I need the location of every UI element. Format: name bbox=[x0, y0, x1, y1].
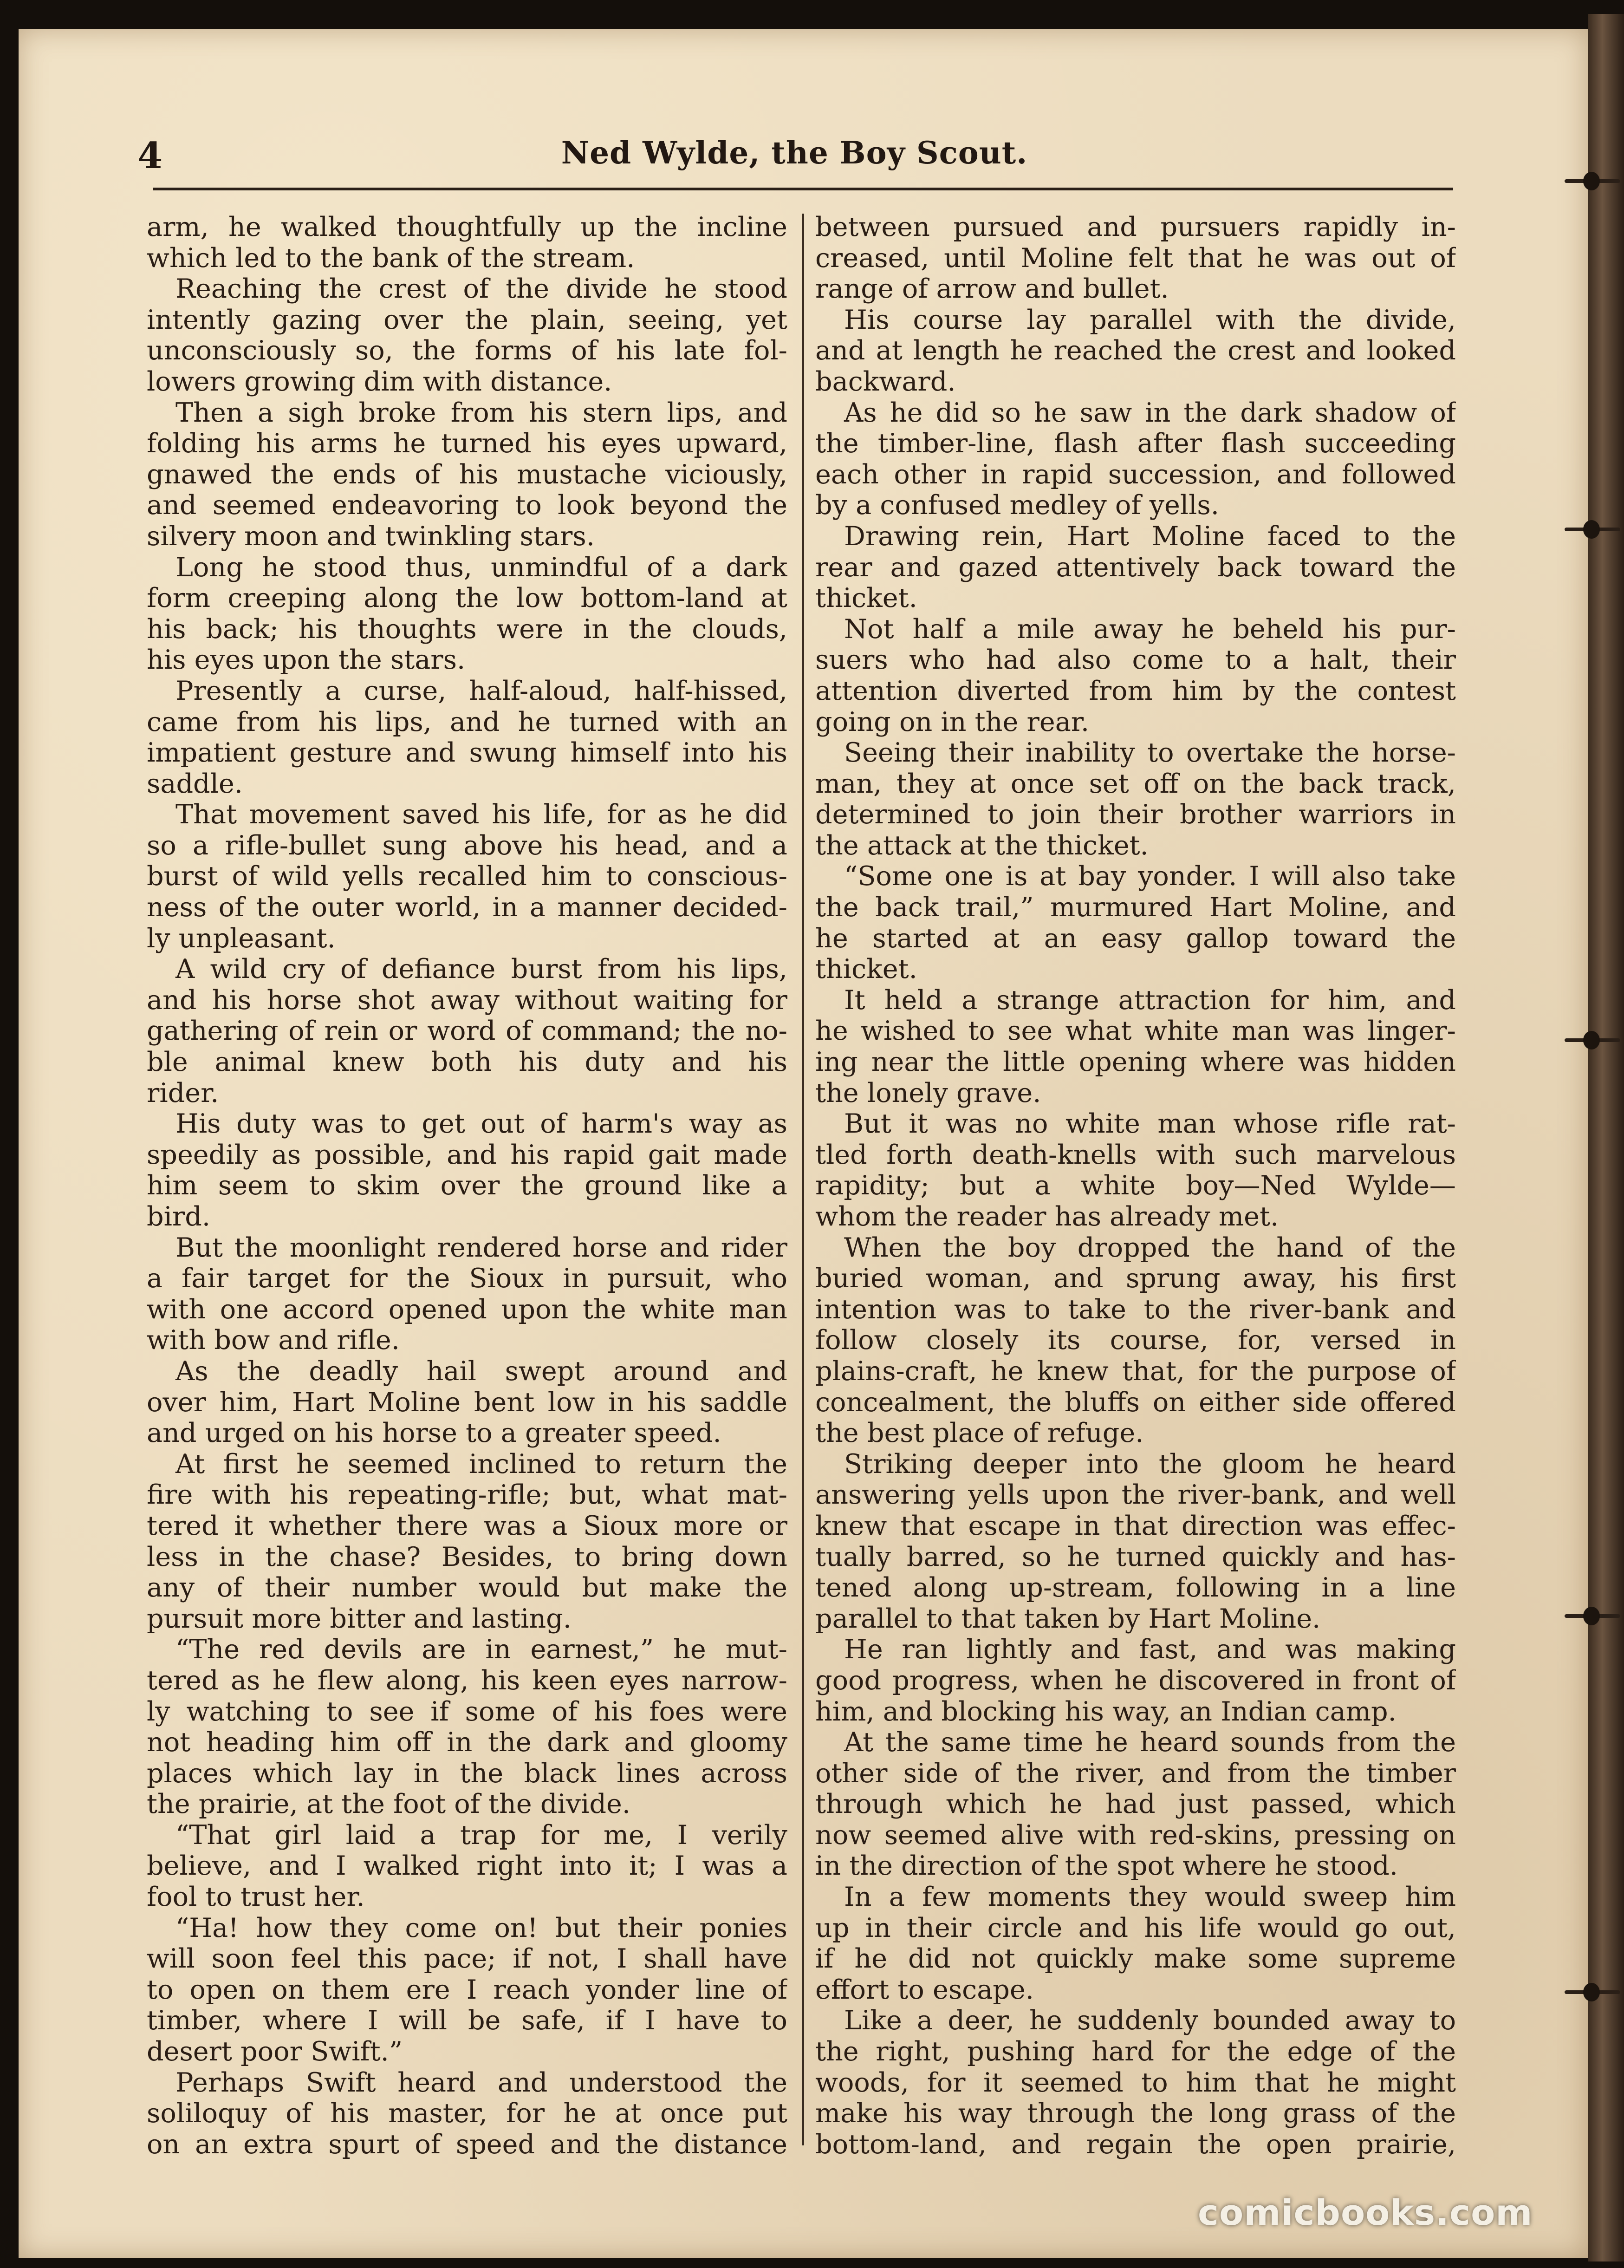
staple-icon bbox=[1565, 172, 1620, 190]
text-line: plains-craft, he knew that, for the purpose of bbox=[815, 1356, 1456, 1387]
staple-icon bbox=[1565, 1607, 1620, 1625]
text-line: not heading him off in the dark and gloomy bbox=[147, 1727, 787, 1758]
text-line: going on in the rear. bbox=[815, 706, 1090, 737]
text-line: tually barred, so he turned quickly and has- bbox=[815, 1541, 1456, 1572]
header-rule bbox=[153, 188, 1453, 190]
binding-edge bbox=[1588, 14, 1624, 2261]
text-line: Seeing their inability to overtake the horse- bbox=[844, 737, 1456, 769]
text-line: him seem to skim over the ground like a bbox=[147, 1170, 787, 1201]
text-line: At first he seemed inclined to return the bbox=[175, 1448, 787, 1479]
column-divider bbox=[802, 214, 804, 2145]
text-line: gathering of rein or word of command; the no- bbox=[147, 1016, 787, 1047]
text-line: bird. bbox=[147, 1201, 211, 1232]
text-line: folding his arms he turned his eyes upward, bbox=[147, 428, 787, 459]
text-line: tled forth death-knells with such marvelous bbox=[815, 1139, 1456, 1170]
text-line: tered as he flew along, his keen eyes narrow- bbox=[147, 1665, 787, 1696]
text-line: In a few moments they would sweep him bbox=[844, 1882, 1456, 1913]
text-line: ly watching to see if some of his foes were bbox=[147, 1696, 787, 1727]
text-line: on an extra spurt of speed and the distance bbox=[147, 2129, 787, 2160]
text-line: pursuit more bitter and lasting. bbox=[147, 1603, 572, 1634]
text-line: if he did not quickly make some supreme bbox=[815, 1943, 1456, 1975]
text-line: so a rifle-bullet sung above his head, and a bbox=[147, 830, 787, 861]
watermark: comicbooks.com bbox=[1198, 2192, 1533, 2233]
text-line: form creeping along the low bottom-land at bbox=[147, 583, 787, 614]
text-line: through which he had just passed, which bbox=[815, 1789, 1456, 1820]
staple-icon bbox=[1565, 520, 1620, 539]
text-line: “The red devils are in earnest,” he mut- bbox=[175, 1634, 787, 1665]
text-line: the attack at the thicket. bbox=[815, 830, 1149, 861]
text-line: rear and gazed attentively back toward the bbox=[815, 552, 1456, 583]
text-line: That movement saved his life, for as he did bbox=[175, 799, 787, 830]
text-line: His duty was to get out of harm's way as bbox=[175, 1108, 787, 1140]
text-line: desert poor Swift.” bbox=[147, 2036, 403, 2067]
text-line: Striking deeper into the gloom he heard bbox=[844, 1448, 1456, 1479]
text-line: It held a strange attraction for him, and bbox=[844, 984, 1456, 1016]
text-line: in the direction of the spot where he stood. bbox=[815, 1851, 1398, 1882]
text-line: up in their circle and his life would go out, bbox=[815, 1912, 1456, 1943]
text-line: Like a deer, he suddenly bounded away to bbox=[844, 2005, 1456, 2036]
text-line: good progress, when he discovered in front of bbox=[815, 1665, 1456, 1696]
text-line: He ran lightly and fast, and was making bbox=[844, 1634, 1456, 1665]
text-line: he started at an easy gallop toward the bbox=[815, 923, 1456, 954]
text-line: “That girl laid a trap for me, I verily bbox=[175, 1819, 787, 1851]
text-line: thicket. bbox=[815, 583, 917, 614]
text-line: knew that escape in that direction was effec- bbox=[815, 1510, 1456, 1541]
text-line: But it was no white man whose rifle rat- bbox=[844, 1108, 1456, 1140]
text-line: each other in rapid succession, and followed bbox=[815, 459, 1456, 490]
text-line: rider. bbox=[147, 1077, 219, 1108]
right-column bbox=[815, 212, 1456, 2160]
text-line: his back; his thoughts were in the clouds, bbox=[147, 613, 787, 645]
text-line: to open on them ere I reach yonder line of bbox=[147, 1974, 787, 2005]
text-line: attention diverted from him by the contest bbox=[815, 675, 1456, 706]
text-line: fool to trust her. bbox=[147, 1882, 365, 1913]
text-line: As he did so he saw in the dark shadow of bbox=[844, 397, 1456, 428]
text-line: and his horse shot away without waiting for bbox=[147, 984, 787, 1016]
text-line: will soon feel this pace; if not, I shall have bbox=[147, 1943, 787, 1975]
text-line: him, and blocking his way, an Indian camp. bbox=[815, 1696, 1397, 1727]
text-line: any of their number would but make the bbox=[147, 1572, 787, 1603]
text-line: burst of wild yells recalled him to conscious- bbox=[147, 861, 787, 892]
page-number: 4 bbox=[137, 135, 163, 177]
text-line: fire with his repeating-rifle; but, what mat- bbox=[147, 1479, 787, 1511]
page-header bbox=[137, 135, 1451, 181]
text-line: ness of the outer world, in a manner decided- bbox=[147, 892, 787, 923]
left-column bbox=[147, 212, 787, 2160]
text-line: his eyes upon the stars. bbox=[147, 645, 466, 676]
text-line: Then a sigh broke from his stern lips, and bbox=[175, 397, 787, 428]
text-line: a fair target for the Sioux in pursuit, who bbox=[147, 1263, 787, 1294]
text-line: answering yells upon the river-bank, and well bbox=[815, 1479, 1456, 1511]
text-line: intention was to take to the river-bank and bbox=[815, 1294, 1456, 1325]
text-line: woods, for it seemed to him that he might bbox=[815, 2067, 1456, 2098]
text-line: came from his lips, and he turned with an bbox=[147, 706, 787, 737]
text-line: gnawed the ends of his mustache viciously, bbox=[147, 459, 787, 490]
text-line: now seemed alive with red-skins, pressing on bbox=[815, 1819, 1456, 1851]
text-line: But the moonlight rendered horse and rider bbox=[175, 1232, 787, 1263]
text-line: suers who had also come to a halt, their bbox=[815, 645, 1456, 676]
text-line: whom the reader has already met. bbox=[815, 1201, 1279, 1232]
text-line: soliloquy of his master, for he at once put bbox=[147, 2098, 787, 2129]
staple-icon bbox=[1565, 1983, 1620, 2001]
text-line: tened along up-stream, following in a line bbox=[815, 1572, 1456, 1603]
text-line: the timber-line, flash after flash succeeding bbox=[815, 428, 1456, 459]
text-line: man, they at once set off on the back track, bbox=[815, 768, 1456, 799]
text-line: which led to the bank of the stream. bbox=[147, 242, 635, 274]
text-line: ly unpleasant. bbox=[147, 923, 336, 954]
text-line: concealment, the bluffs on either side offered bbox=[815, 1387, 1456, 1418]
text-line: places which lay in the black lines across bbox=[147, 1758, 787, 1789]
text-line: rapidity; but a white boy—Ned Wylde— bbox=[815, 1170, 1456, 1201]
text-line: A wild cry of defiance burst from his lips, bbox=[175, 954, 787, 985]
text-line: the prairie, at the foot of the divide. bbox=[147, 1789, 630, 1820]
text-line: creased, until Moline felt that he was out of bbox=[815, 242, 1456, 274]
text-line: and at length he reached the crest and looked bbox=[815, 335, 1456, 366]
text-line: and seemed endeavoring to look beyond the bbox=[147, 490, 787, 521]
text-line: the back trail,” murmured Hart Moline, and bbox=[815, 892, 1456, 923]
text-line: ble animal knew both his duty and his bbox=[147, 1047, 787, 1078]
text-line: Perhaps Swift heard and understood the bbox=[175, 2067, 787, 2098]
text-line: parallel to that taken by Hart Moline. bbox=[815, 1603, 1321, 1634]
text-line: impatient gesture and swung himself into his bbox=[147, 737, 787, 769]
text-line: speedily as possible, and his rapid gait made bbox=[147, 1139, 787, 1170]
text-line: make his way through the long grass of the bbox=[815, 2098, 1456, 2129]
text-line: silvery moon and twinkling stars. bbox=[147, 521, 595, 552]
text-line: When the boy dropped the hand of the bbox=[844, 1232, 1456, 1263]
text-line: ing near the little opening where was hidden bbox=[815, 1047, 1456, 1078]
text-line: believe, and I walked right into it; I was a bbox=[147, 1851, 787, 1882]
text-line: lowers growing dim with distance. bbox=[147, 366, 612, 397]
text-line: tered it whether there was a Sioux more or bbox=[147, 1510, 787, 1541]
text-line: intently gazing over the plain, seeing, yet bbox=[147, 304, 787, 335]
text-line: arm, he walked thoughtfully up the incline bbox=[147, 212, 787, 242]
text-line: by a confused medley of yells. bbox=[815, 490, 1219, 521]
text-line: less in the chase? Besides, to bring down bbox=[147, 1541, 787, 1572]
text-line: effort to escape. bbox=[815, 1974, 1034, 2005]
text-line: he wished to see what white man was linger- bbox=[815, 1016, 1456, 1047]
running-title: Ned Wylde, the Boy Scout. bbox=[561, 135, 1028, 171]
text-line: buried woman, and sprung away, his first bbox=[815, 1263, 1456, 1294]
text-line: the best place of refuge. bbox=[815, 1418, 1144, 1449]
text-line: unconsciously so, the forms of his late fol- bbox=[147, 335, 787, 366]
text-line: over him, Hart Moline bent low in his saddle bbox=[147, 1387, 787, 1418]
text-line: Drawing rein, Hart Moline faced to the bbox=[844, 521, 1456, 552]
text-line: Not half a mile away he beheld his pur- bbox=[844, 613, 1456, 645]
text-line: Long he stood thus, unmindful of a dark bbox=[175, 552, 787, 583]
text-line: and urged on his horse to a greater speed. bbox=[147, 1418, 721, 1449]
text-line: between pursued and pursuers rapidly in- bbox=[815, 212, 1456, 242]
text-line: His course lay parallel with the divide, bbox=[844, 304, 1456, 335]
text-line: range of arrow and bullet. bbox=[815, 274, 1169, 305]
text-line: thicket. bbox=[815, 954, 917, 985]
text-line: the right, pushing hard for the edge of the bbox=[815, 2036, 1456, 2067]
text-line: with one accord opened upon the white man bbox=[147, 1294, 787, 1325]
text-line: Reaching the crest of the divide he stood bbox=[175, 274, 787, 305]
text-line: As the deadly hail swept around and bbox=[175, 1356, 787, 1387]
text-line: backward. bbox=[815, 366, 956, 397]
staple-icon bbox=[1565, 1031, 1620, 1049]
text-line: timber, where I will be safe, if I have to bbox=[147, 2005, 787, 2036]
text-line: Presently a curse, half-aloud, half-hissed, bbox=[175, 675, 787, 706]
text-line: saddle. bbox=[147, 768, 243, 799]
text-line: other side of the river, and from the timber bbox=[815, 1758, 1456, 1789]
text-line: with bow and rifle. bbox=[147, 1325, 400, 1356]
text-line: At the same time he heard sounds from the bbox=[844, 1727, 1456, 1758]
text-line: follow closely its course, for, versed in bbox=[815, 1325, 1456, 1356]
text-line: determined to join their brother warriors in bbox=[815, 799, 1456, 830]
text-line: the lonely grave. bbox=[815, 1077, 1041, 1108]
text-line: “Some one is at bay yonder. I will also take bbox=[844, 861, 1456, 892]
text-line: bottom-land, and regain the open prairie, bbox=[815, 2129, 1456, 2160]
text-line: “Ha! how they come on! but their ponies bbox=[175, 1912, 787, 1943]
